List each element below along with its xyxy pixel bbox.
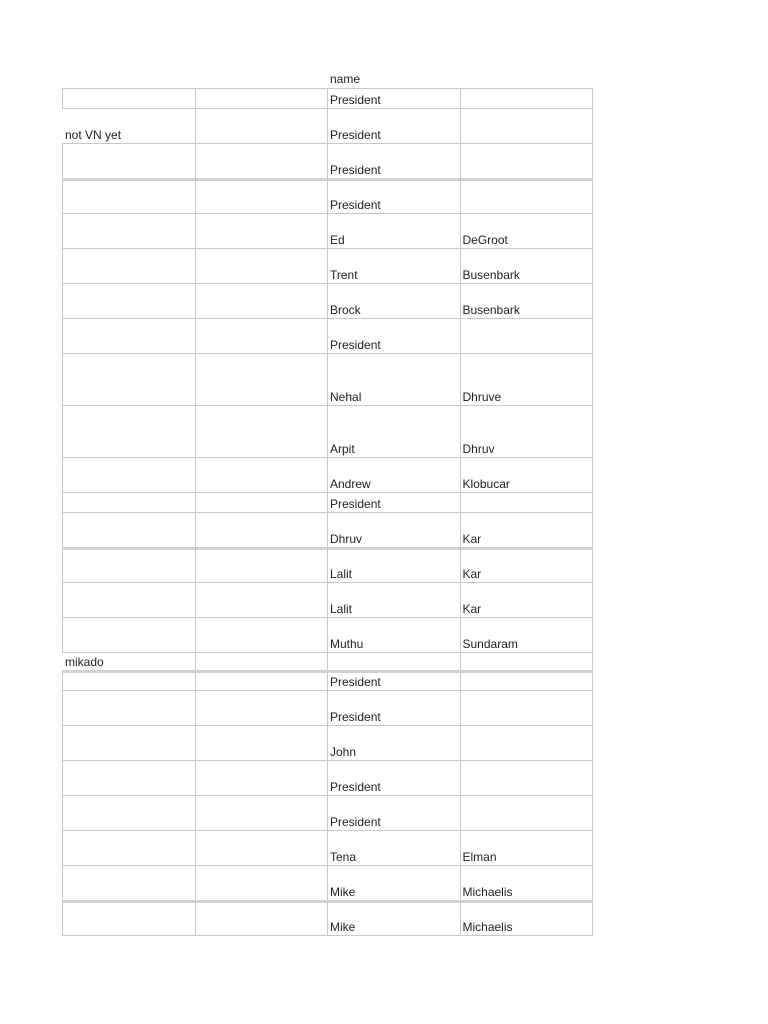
table-row xyxy=(62,108,596,143)
table-cell[interactable] xyxy=(460,690,594,726)
table-cell[interactable] xyxy=(62,582,196,618)
table-cell[interactable]: President xyxy=(327,318,461,354)
table-cell[interactable]: Lalit xyxy=(327,547,461,583)
table-cell[interactable]: Kar xyxy=(460,547,594,583)
table-cell[interactable]: President xyxy=(327,670,461,691)
table-cell[interactable] xyxy=(460,652,594,671)
table-row xyxy=(62,900,596,935)
table-cell[interactable]: President xyxy=(327,108,461,144)
table-row xyxy=(62,652,596,670)
table-cell[interactable] xyxy=(460,760,594,796)
table-cell[interactable]: Sundaram xyxy=(460,617,594,653)
table-cell[interactable] xyxy=(195,213,329,249)
table-cell[interactable] xyxy=(195,353,329,406)
table-row xyxy=(62,492,596,512)
table-cell[interactable]: President xyxy=(327,178,461,214)
table-body xyxy=(62,88,596,935)
table-cell[interactable] xyxy=(62,318,196,354)
table-cell[interactable]: President xyxy=(327,143,461,179)
table-cell[interactable] xyxy=(195,318,329,354)
table-row xyxy=(62,143,596,178)
table-cell[interactable] xyxy=(62,690,196,726)
table-row xyxy=(62,725,596,760)
table-cell[interactable]: Trent xyxy=(327,248,461,284)
table-row xyxy=(62,547,596,582)
table-cell[interactable] xyxy=(460,725,594,761)
table-cell[interactable] xyxy=(195,865,329,901)
table-cell[interactable]: Lalit xyxy=(327,582,461,618)
table-cell[interactable] xyxy=(195,582,329,618)
table-cell[interactable] xyxy=(62,88,196,109)
table-cell[interactable] xyxy=(460,108,594,144)
table-cell[interactable]: President xyxy=(327,795,461,831)
table-cell[interactable]: Busenbark xyxy=(460,248,594,284)
table-cell[interactable] xyxy=(195,248,329,284)
table-cell[interactable] xyxy=(195,652,329,671)
table-cell[interactable]: Arpit xyxy=(327,405,461,458)
table-cell[interactable]: Michaelis xyxy=(460,900,594,936)
table-cell[interactable]: DeGroot xyxy=(460,213,594,249)
table-cell[interactable]: President xyxy=(327,88,461,109)
table-cell[interactable]: Elman xyxy=(460,830,594,866)
table-row xyxy=(62,457,596,492)
table-cell[interactable] xyxy=(460,318,594,354)
table-cell[interactable] xyxy=(195,457,329,493)
table-cell[interactable] xyxy=(195,178,329,214)
table-row xyxy=(62,865,596,900)
table-cell[interactable] xyxy=(62,353,196,406)
table-cell[interactable] xyxy=(62,547,196,583)
table-cell[interactable] xyxy=(195,512,329,548)
table-cell[interactable] xyxy=(62,900,196,936)
table-cell[interactable]: Dhruve xyxy=(460,353,594,406)
table-cell[interactable] xyxy=(62,248,196,284)
table-cell[interactable] xyxy=(460,795,594,831)
table-cell[interactable] xyxy=(195,725,329,761)
table-row xyxy=(62,670,596,690)
table-row xyxy=(62,582,596,617)
table-cell[interactable]: President xyxy=(327,492,461,513)
table-cell[interactable] xyxy=(460,670,594,691)
table-cell[interactable] xyxy=(327,652,461,671)
table-cell[interactable] xyxy=(62,617,196,653)
table-cell[interactable] xyxy=(195,795,329,831)
table-cell[interactable]: Ed xyxy=(327,213,461,249)
table-cell[interactable] xyxy=(460,88,594,109)
table-cell[interactable] xyxy=(62,457,196,493)
table-row xyxy=(62,405,596,457)
table-row xyxy=(62,88,596,108)
table-cell[interactable]: Dhruv xyxy=(327,512,461,548)
table-cell[interactable]: Kar xyxy=(460,582,594,618)
table-cell[interactable] xyxy=(195,547,329,583)
table-cell[interactable]: Brock xyxy=(327,283,461,319)
table-row xyxy=(62,795,596,830)
table-cell[interactable] xyxy=(195,690,329,726)
table-cell[interactable] xyxy=(460,143,594,179)
table-cell[interactable]: Klobucar xyxy=(460,457,594,493)
table-cell[interactable] xyxy=(62,760,196,796)
table-row xyxy=(62,760,596,795)
table-cell[interactable] xyxy=(62,143,196,179)
table-cell[interactable] xyxy=(62,670,196,691)
table-cell[interactable]: President xyxy=(327,690,461,726)
table-cell[interactable] xyxy=(195,143,329,179)
table-row xyxy=(62,512,596,547)
table-cell[interactable] xyxy=(62,283,196,319)
table-cell[interactable] xyxy=(62,405,196,458)
table-cell[interactable]: Mike xyxy=(327,900,461,936)
table-cell[interactable]: President xyxy=(327,760,461,796)
table-cell[interactable]: not VN yet xyxy=(65,128,122,142)
table-cell[interactable] xyxy=(195,900,329,936)
table-cell[interactable]: Busenbark xyxy=(460,283,594,319)
table-cell[interactable] xyxy=(195,88,329,109)
table-row xyxy=(62,318,596,353)
table-cell[interactable] xyxy=(195,760,329,796)
column-header-name: name xyxy=(330,72,361,86)
table-cell[interactable] xyxy=(62,725,196,761)
table-row xyxy=(62,690,596,725)
table-cell[interactable] xyxy=(62,492,196,513)
table-cell[interactable] xyxy=(195,108,329,144)
table-cell[interactable] xyxy=(62,178,196,214)
table-cell[interactable]: Kar xyxy=(460,512,594,548)
table-cell[interactable] xyxy=(460,178,594,214)
table-cell[interactable]: Michaelis xyxy=(460,865,594,901)
table-cell[interactable]: Tena xyxy=(327,830,461,866)
table-row xyxy=(62,213,596,248)
table-cell[interactable]: Nehal xyxy=(327,353,461,406)
table-cell[interactable] xyxy=(195,617,329,653)
table-cell[interactable]: mikado xyxy=(65,655,104,669)
table-row xyxy=(62,353,596,405)
table-row xyxy=(62,617,596,652)
table-cell[interactable]: Muthu xyxy=(327,617,461,653)
table-cell[interactable] xyxy=(62,795,196,831)
table-cell[interactable] xyxy=(195,830,329,866)
table-row xyxy=(62,178,596,213)
table-row xyxy=(62,248,596,283)
table-cell[interactable] xyxy=(62,830,196,866)
table-cell[interactable] xyxy=(460,492,594,513)
header-row xyxy=(62,70,596,88)
table-cell[interactable] xyxy=(195,670,329,691)
table-row xyxy=(62,830,596,865)
table-cell[interactable]: Andrew xyxy=(327,457,461,493)
table-cell[interactable] xyxy=(62,213,196,249)
table-cell[interactable]: John xyxy=(327,725,461,761)
table-row xyxy=(62,283,596,318)
table-cell[interactable]: Mike xyxy=(327,865,461,901)
table-cell[interactable] xyxy=(62,512,196,548)
table-cell[interactable] xyxy=(195,283,329,319)
table-cell[interactable] xyxy=(195,405,329,458)
table-cell[interactable]: Dhruv xyxy=(460,405,594,458)
table-cell[interactable] xyxy=(195,492,329,513)
table-cell[interactable] xyxy=(62,865,196,901)
spreadsheet xyxy=(62,70,596,935)
